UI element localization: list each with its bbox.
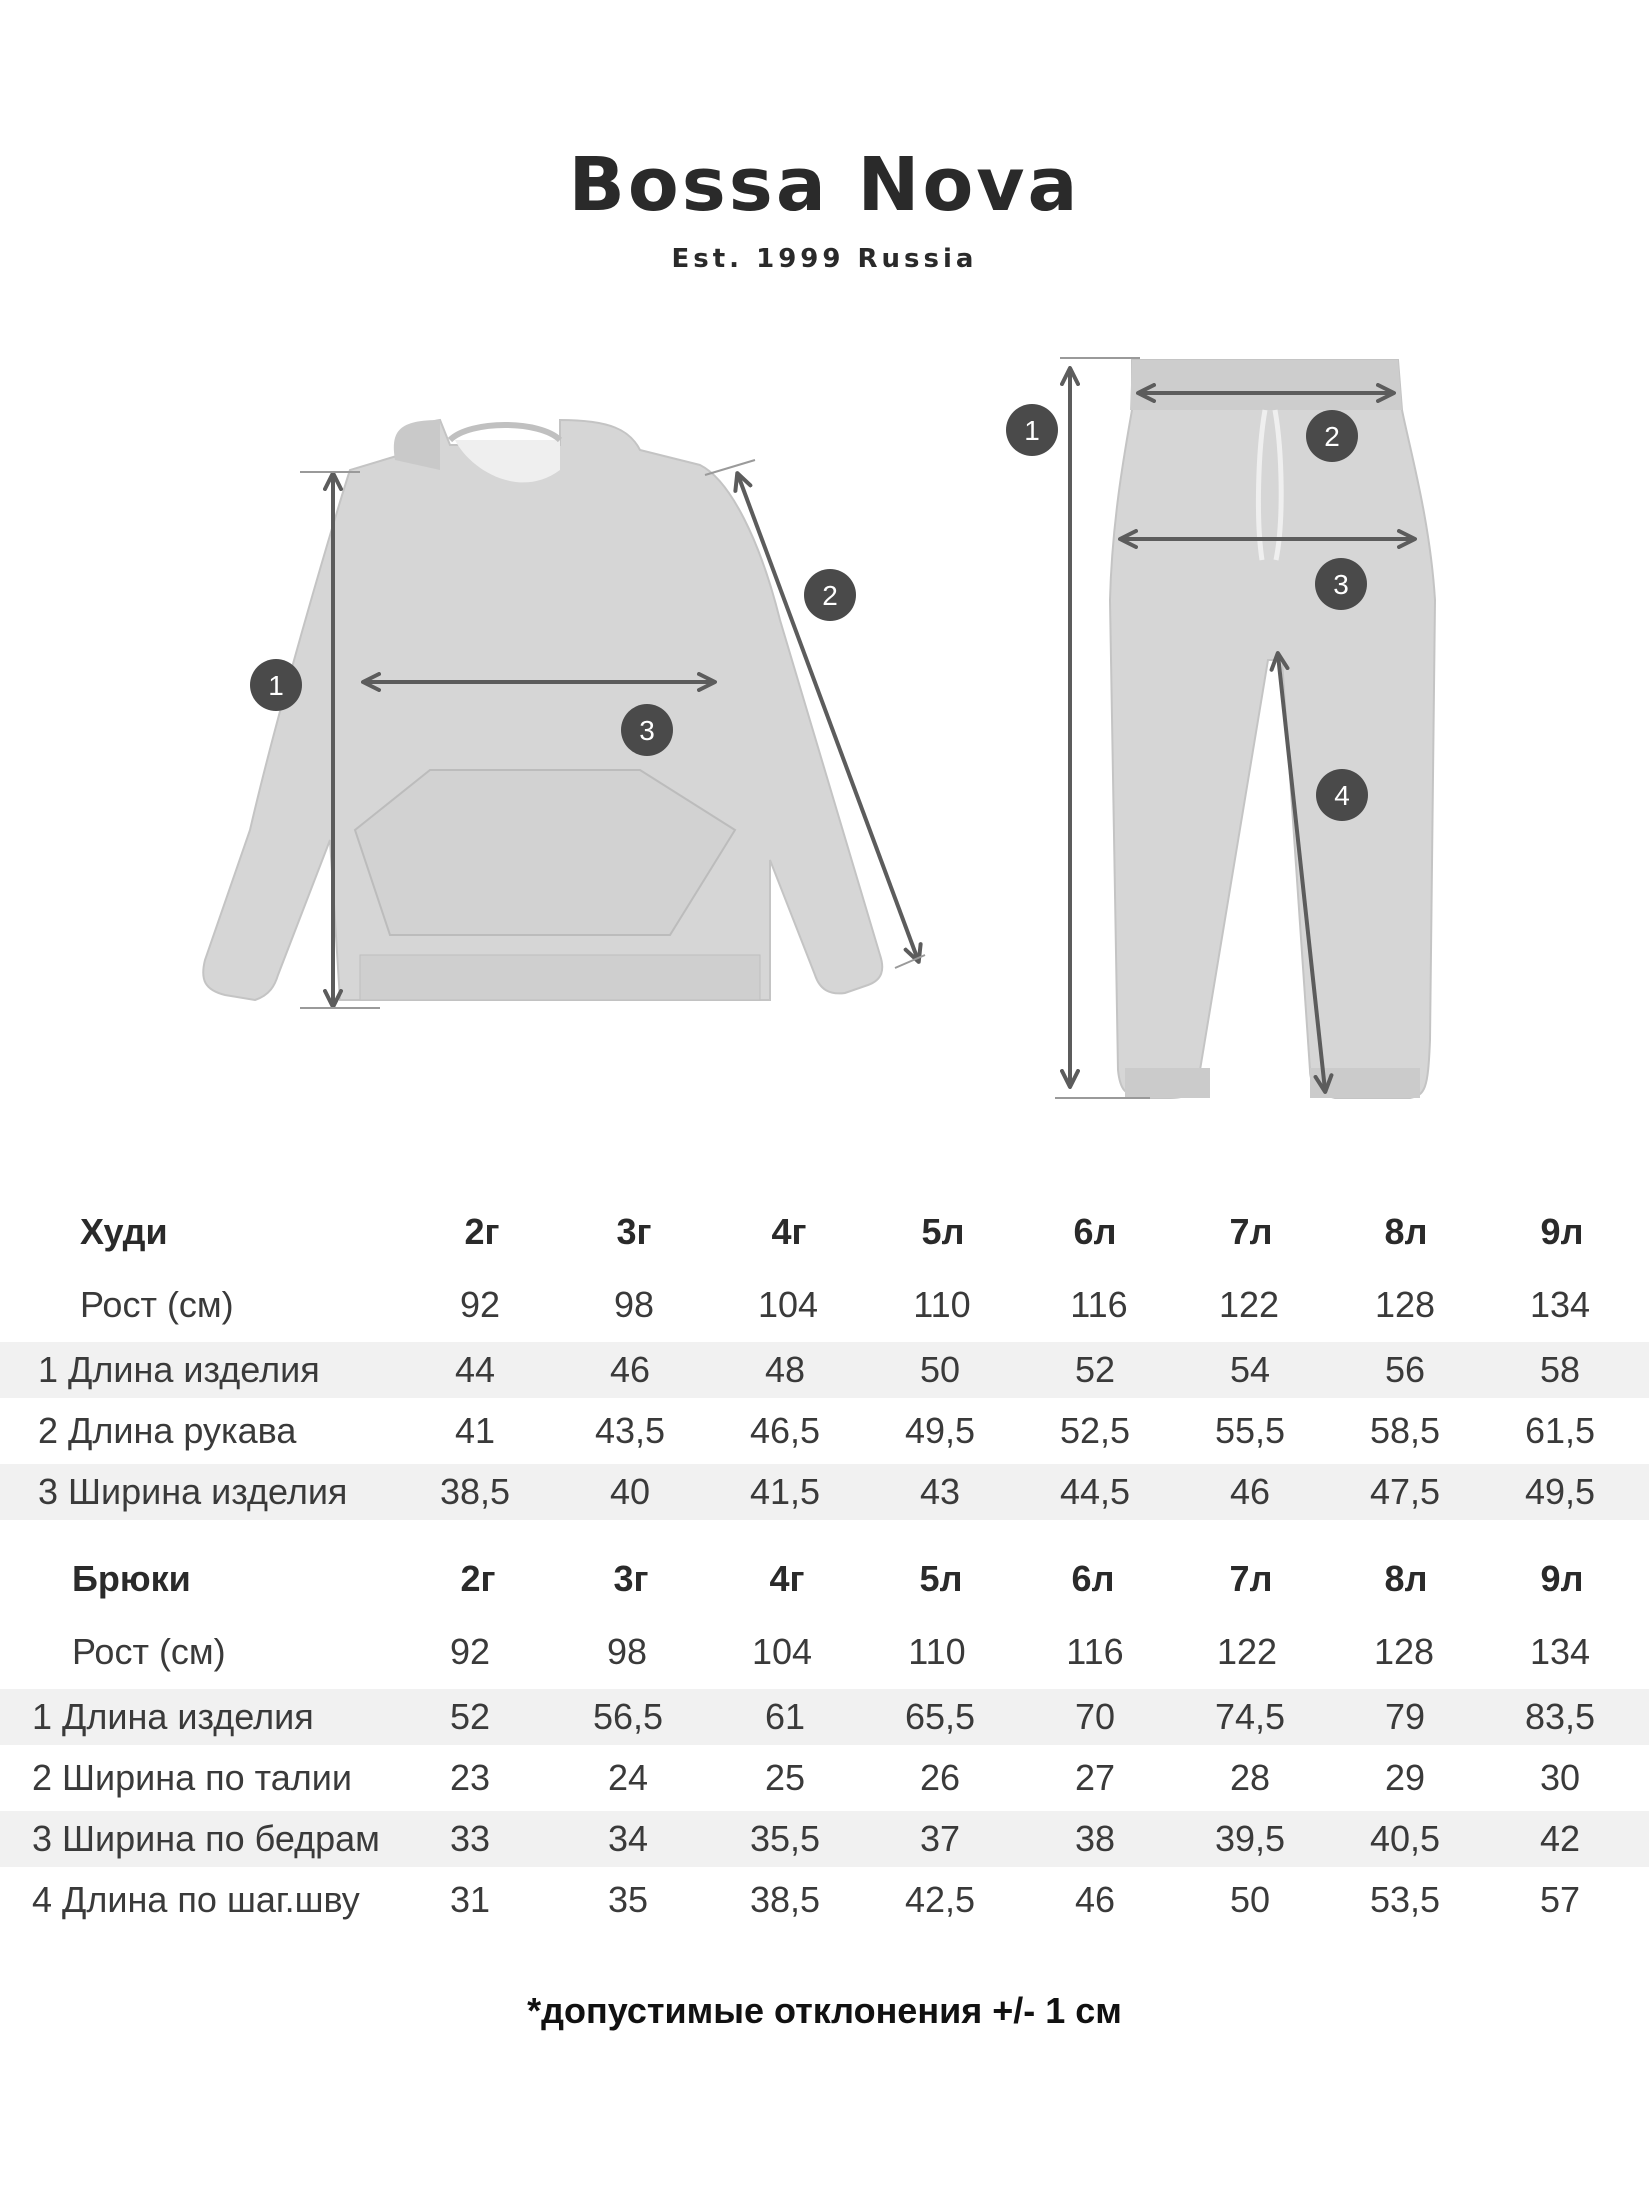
size-header: 7л — [1229, 1211, 1273, 1252]
table-cell: 128 — [1373, 1631, 1435, 1672]
table-cell: 39,5 — [1214, 1818, 1286, 1859]
table-row — [0, 1277, 1649, 1333]
table-cell: 48 — [764, 1349, 806, 1390]
table-row — [0, 1624, 1649, 1680]
pants-table-title: Брюки — [72, 1558, 191, 1599]
table-cell: 46 — [1229, 1471, 1271, 1512]
table-cell: 134 — [1529, 1631, 1591, 1672]
brand-name: Bossa Nova — [568, 142, 1081, 228]
table-cell: 54 — [1229, 1349, 1271, 1390]
pants-header-row — [0, 1551, 1649, 1607]
row-label: Рост (см) — [80, 1284, 234, 1325]
table-cell: 61 — [764, 1696, 806, 1737]
table-cell: 50 — [919, 1349, 961, 1390]
table-cell: 31 — [449, 1879, 491, 1920]
table-cell: 110 — [913, 1284, 971, 1325]
table-cell: 52,5 — [1059, 1410, 1131, 1451]
row-label: 2 Ширина по талии — [32, 1757, 353, 1798]
table-cell: 26 — [919, 1757, 961, 1798]
table-cell: 23 — [449, 1757, 491, 1798]
table-cell: 44 — [454, 1349, 496, 1390]
size-header: 8л — [1384, 1211, 1428, 1252]
table-cell: 98 — [606, 1631, 648, 1672]
hoodie-table-title: Худи — [80, 1211, 168, 1252]
svg-text:1: 1 — [268, 670, 284, 701]
table-row — [0, 1689, 1649, 1745]
table-cell: 52 — [1074, 1349, 1116, 1390]
row-label: Рост (см) — [72, 1631, 226, 1672]
table-cell: 83,5 — [1524, 1696, 1596, 1737]
size-header: 3г — [616, 1211, 652, 1252]
table-cell: 92 — [459, 1284, 501, 1325]
table-cell: 49,5 — [1524, 1471, 1596, 1512]
table-cell: 134 — [1529, 1284, 1591, 1325]
table-cell: 35 — [607, 1879, 649, 1920]
row-label: 1 Длина изделия — [32, 1696, 314, 1737]
table-cell: 42 — [1539, 1818, 1581, 1859]
table-cell: 40 — [609, 1471, 651, 1512]
hoodie-header-row — [0, 1204, 1649, 1260]
brand-tagline: Est. 1999 Russia — [671, 244, 978, 274]
svg-text:4: 4 — [1334, 780, 1350, 811]
hoodie-badge-1 — [250, 659, 302, 711]
table-cell: 79 — [1384, 1696, 1426, 1737]
table-cell: 92 — [449, 1631, 491, 1672]
table-cell: 122 — [1216, 1631, 1278, 1672]
table-cell: 41 — [454, 1410, 496, 1451]
row-label: 4 Длина по шаг.шву — [32, 1879, 360, 1920]
table-cell: 104 — [757, 1284, 819, 1325]
size-header: 8л — [1384, 1558, 1428, 1599]
table-cell: 46 — [609, 1349, 651, 1390]
table-cell: 42,5 — [904, 1879, 976, 1920]
row-label: 3 Ширина по бедрам — [32, 1818, 380, 1859]
table-cell: 38,5 — [439, 1471, 511, 1512]
size-header: 5л — [919, 1558, 963, 1599]
table-row — [0, 1342, 1649, 1398]
table-cell: 58,5 — [1369, 1410, 1441, 1451]
table-cell: 44,5 — [1059, 1471, 1131, 1512]
pants-badge-2 — [1306, 410, 1358, 462]
table-cell: 74,5 — [1214, 1696, 1286, 1737]
size-header: 4г — [769, 1558, 805, 1599]
size-header: 7л — [1229, 1558, 1273, 1599]
row-label: 1 Длина изделия — [38, 1349, 320, 1390]
size-header: 4г — [771, 1211, 807, 1252]
table-cell: 116 — [1070, 1284, 1128, 1325]
svg-text:3: 3 — [639, 715, 655, 746]
size-header: 5л — [921, 1211, 965, 1252]
table-cell: 35,5 — [749, 1818, 821, 1859]
table-cell: 24 — [607, 1757, 649, 1798]
size-header: 9л — [1540, 1211, 1584, 1252]
size-header: 2г — [464, 1211, 500, 1252]
hoodie-badge-3 — [621, 704, 673, 756]
table-cell: 122 — [1218, 1284, 1280, 1325]
size-header: 2г — [460, 1558, 496, 1599]
table-cell: 65,5 — [904, 1696, 976, 1737]
table-cell: 25 — [764, 1757, 806, 1798]
size-header: 3г — [613, 1558, 649, 1599]
table-row — [0, 1750, 1649, 1806]
table-cell: 98 — [613, 1284, 655, 1325]
row-label: 2 Длина рукава — [38, 1410, 297, 1451]
table-cell: 46,5 — [749, 1410, 821, 1451]
pants-badge-4 — [1316, 769, 1368, 821]
table-cell: 43,5 — [594, 1410, 666, 1451]
table-cell: 46 — [1074, 1879, 1116, 1920]
table-cell: 28 — [1229, 1757, 1271, 1798]
svg-text:3: 3 — [1333, 569, 1349, 600]
table-cell: 104 — [751, 1631, 813, 1672]
table-row — [0, 1811, 1649, 1867]
table-cell: 40,5 — [1369, 1818, 1441, 1859]
table-cell: 52 — [449, 1696, 491, 1737]
hoodie-illustration — [203, 420, 882, 1000]
table-row — [0, 1403, 1649, 1459]
table-cell: 38 — [1074, 1818, 1116, 1859]
table-cell: 41,5 — [749, 1471, 821, 1512]
tolerance-footnote: *допустимые отклонения +/- 1 см — [527, 1990, 1122, 2031]
table-cell: 34 — [607, 1818, 649, 1859]
table-cell: 57 — [1539, 1879, 1581, 1920]
table-cell: 56 — [1384, 1349, 1426, 1390]
table-row — [0, 1872, 1649, 1928]
table-cell: 55,5 — [1214, 1410, 1286, 1451]
table-cell: 27 — [1074, 1757, 1116, 1798]
table-row — [0, 1464, 1649, 1520]
pants-illustration — [1110, 360, 1435, 1098]
table-cell: 30 — [1539, 1757, 1581, 1798]
svg-text:1: 1 — [1024, 415, 1040, 446]
table-cell: 29 — [1384, 1757, 1426, 1798]
table-cell: 116 — [1066, 1631, 1124, 1672]
table-cell: 49,5 — [904, 1410, 976, 1451]
table-cell: 43 — [919, 1471, 961, 1512]
table-cell: 50 — [1229, 1879, 1271, 1920]
table-cell: 56,5 — [592, 1696, 664, 1737]
table-cell: 128 — [1374, 1284, 1436, 1325]
pants-badge-3 — [1315, 558, 1367, 610]
svg-text:2: 2 — [1324, 421, 1340, 452]
table-cell: 110 — [908, 1631, 966, 1672]
table-cell: 33 — [449, 1818, 491, 1859]
hoodie-badge-2 — [804, 569, 856, 621]
size-header: 6л — [1071, 1558, 1115, 1599]
table-cell: 61,5 — [1524, 1410, 1596, 1451]
table-cell: 47,5 — [1369, 1471, 1441, 1512]
table-cell: 70 — [1074, 1696, 1116, 1737]
table-cell: 37 — [919, 1818, 961, 1859]
table-cell: 38,5 — [749, 1879, 821, 1920]
svg-text:2: 2 — [822, 580, 838, 611]
size-header: 6л — [1073, 1211, 1117, 1252]
row-label: 3 Ширина изделия — [38, 1471, 348, 1512]
table-cell: 58 — [1539, 1349, 1581, 1390]
pants-badge-1 — [1006, 404, 1058, 456]
size-header: 9л — [1540, 1558, 1584, 1599]
table-cell: 53,5 — [1369, 1879, 1441, 1920]
